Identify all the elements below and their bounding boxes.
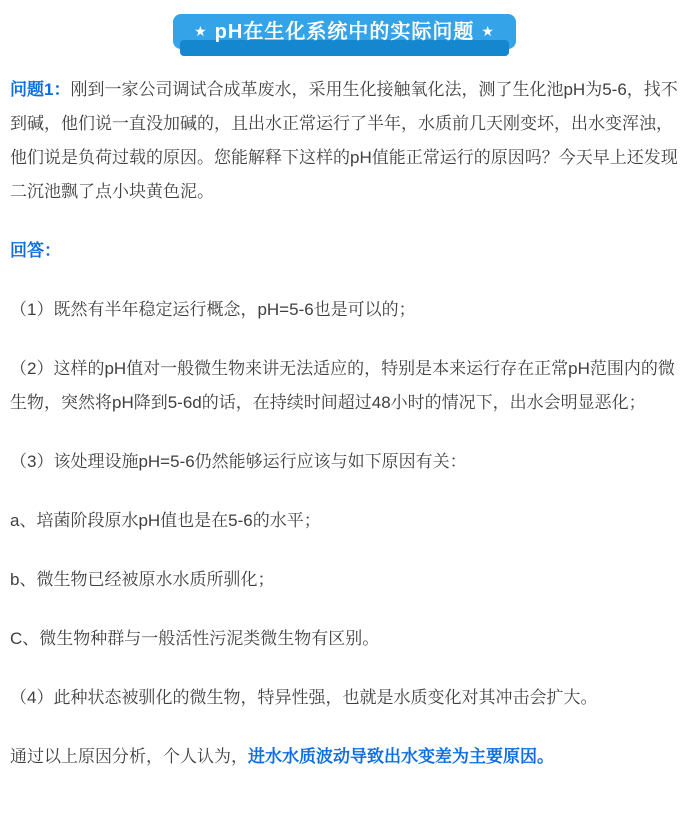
answer-point-b: b、微生物已经被原水水质所驯化； <box>10 570 275 589</box>
question-paragraph <box>10 73 679 209</box>
answer-label: 回答： <box>10 241 61 260</box>
conclusion-prefix: 通过以上原因分析，个人认为， <box>10 747 248 766</box>
answer-point-c: C、微生物种群与一般活性污泥类微生物有区别。 <box>10 629 380 648</box>
star-right-icon: ★ <box>481 23 495 39</box>
star-left-icon: ★ <box>194 23 208 39</box>
title-banner <box>173 14 516 49</box>
page-title: pH在生化系统中的实际问题 <box>214 21 475 43</box>
question-label: 问题1： <box>10 80 71 99</box>
answer-point-4: （4）此种状态被驯化的微生物，特异性强，也就是水质变化对其冲击会扩大。 <box>10 688 598 707</box>
answer-point-3: （3）该处理设施pH=5-6仍然能够运行应该与如下原因有关： <box>10 452 467 471</box>
question-text: 刚到一家公司调试合成革废水，采用生化接触氧化法，测了生化池pH为5-6，找不到碱，他们说一直没加碱的，且出水正常运行了半年，水质前几天刚变坏，出水变浑浊，他们说是负荷过载的原因。您能解释下这样的pH值能正常运行的原因吗？今天早上还发现二沉池飘了点小块黄色泥。 <box>10 80 678 201</box>
conclusion-paragraph <box>10 740 679 774</box>
answer-point-1: （1）既然有半年稳定运行概念，pH=5-6也是可以的； <box>10 300 416 319</box>
answer-point-2: （2）这样的pH值对一般微生物来讲无法适应的，特别是本来运行存在正常pH范围内的微生物，突然将pH降到5-6d的话，在持续时间超过48小时的情况下，出水会明显恶化； <box>10 359 675 412</box>
conclusion-highlight: 进水水质波动导致出水变差为主要原因。 <box>248 747 554 766</box>
title-banner-row <box>0 0 689 49</box>
answer-point-a: a、培菌阶段原水pH值也是在5-6的水平； <box>10 511 321 530</box>
article-content <box>0 73 689 819</box>
